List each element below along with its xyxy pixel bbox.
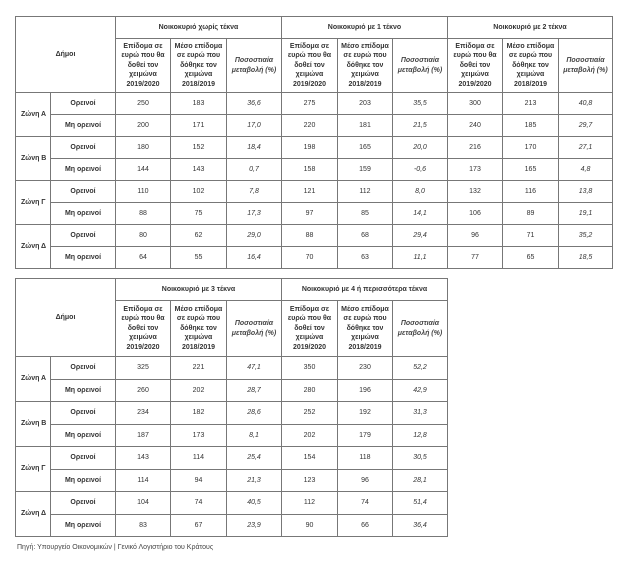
percent-change-cell: 19,1	[559, 203, 613, 225]
percent-change-header: Ποσοστιαία μεταβολή (%)	[559, 39, 613, 93]
zone-label: Ζώνη Β	[16, 137, 51, 181]
municipality-type: Ορεινοί	[51, 492, 116, 515]
percent-change-cell: 20,0	[393, 137, 448, 159]
percent-change-header: Ποσοστιαία μεταβολή (%)	[393, 39, 448, 93]
allowance-cell: 118	[338, 447, 393, 470]
allowance-cell: 165	[338, 137, 393, 159]
allowance-cell: 132	[448, 181, 503, 203]
allowance-cell: 213	[503, 93, 559, 115]
municipality-type: Μη ορεινοί	[51, 115, 116, 137]
household-group-header: Νοικοκυριό με 3 τέκνα	[116, 279, 282, 301]
percent-change-cell: 42,9	[393, 379, 448, 402]
percent-change-cell: 28,1	[393, 469, 448, 492]
allowance-cell: 173	[171, 424, 227, 447]
household-group-header: Νοικοκυριό χωρίς τέκνα	[116, 17, 282, 39]
allowance-cell: 104	[116, 492, 171, 515]
municipality-type: Μη ορεινοί	[51, 247, 116, 269]
allowance-cell: 182	[171, 402, 227, 425]
percent-change-cell: 17,0	[227, 115, 282, 137]
municipality-type: Μη ορεινοί	[51, 514, 116, 537]
municipality-type: Μη ορεινοί	[51, 159, 116, 181]
percent-change-cell: -0,6	[393, 159, 448, 181]
table-row	[16, 379, 448, 402]
percent-change-cell: 21,3	[227, 469, 282, 492]
allowance-cell: 90	[282, 514, 338, 537]
allowance-cell: 75	[171, 203, 227, 225]
percent-change-cell: 29,7	[559, 115, 613, 137]
allowance-cell: 180	[116, 137, 171, 159]
allowance-cell: 114	[116, 469, 171, 492]
allowance-cell: 198	[282, 137, 338, 159]
table-row	[16, 469, 448, 492]
allowance-cell: 196	[338, 379, 393, 402]
percent-change-cell: 14,1	[393, 203, 448, 225]
percent-change-cell: 7,8	[227, 181, 282, 203]
allowance-cell: 181	[338, 115, 393, 137]
allowance-cell: 152	[171, 137, 227, 159]
allowance-2019-2020-header: Επίδομα σε ευρώ που θα δοθεί τον χειμώνα 2019/2020	[116, 39, 171, 93]
allowance-cell: 192	[338, 402, 393, 425]
table-row	[16, 514, 448, 537]
allowance-cell: 62	[171, 225, 227, 247]
allowance-cell: 110	[116, 181, 171, 203]
allowance-cell: 300	[448, 93, 503, 115]
household-group-header: Νοικοκυριό με 4 ή περισσότερα τέκνα	[282, 279, 448, 301]
table-row	[16, 357, 448, 380]
allowance-cell: 200	[116, 115, 171, 137]
zone-label: Ζώνη Α	[16, 357, 51, 402]
percent-change-cell: 40,5	[227, 492, 282, 515]
percent-change-cell: 16,4	[227, 247, 282, 269]
percent-change-cell: 18,5	[559, 247, 613, 269]
allowance-cell: 165	[503, 159, 559, 181]
allowance-cell: 106	[448, 203, 503, 225]
source-note: Πηγή: Υπουργείο Οικονομικών | Γενικό Λογιστήριο του Κράτους	[17, 544, 214, 551]
avg-allowance-2018-2019-header: Μέσο επίδομα σε ευρώ που δόθηκε τον χειμώνα 2018/2019	[171, 39, 227, 93]
allowance-2019-2020-header: Επίδομα σε ευρώ που θα δοθεί τον χειμώνα 2019/2020	[116, 301, 171, 357]
allowance-cell: 63	[338, 247, 393, 269]
zone-label: Ζώνη Δ	[16, 225, 51, 269]
allowance-cell: 88	[282, 225, 338, 247]
percent-change-cell: 13,8	[559, 181, 613, 203]
municipality-type: Ορεινοί	[51, 181, 116, 203]
municipality-type: Ορεινοί	[51, 137, 116, 159]
allowance-cell: 350	[282, 357, 338, 380]
percent-change-cell: 31,3	[393, 402, 448, 425]
percent-change-cell: 23,9	[227, 514, 282, 537]
allowance-cell: 144	[116, 159, 171, 181]
percent-change-header: Ποσοστιαία μεταβολή (%)	[227, 301, 282, 357]
allowance-cell: 68	[338, 225, 393, 247]
percent-change-cell: 0,7	[227, 159, 282, 181]
municipality-type: Ορεινοί	[51, 225, 116, 247]
corner-header-dimoi: Δήμοι	[16, 279, 116, 357]
avg-allowance-2018-2019-header: Μέσο επίδομα σε ευρώ που δόθηκε τον χειμώνα 2018/2019	[171, 301, 227, 357]
allowance-cell: 71	[503, 225, 559, 247]
allowance-cell: 80	[116, 225, 171, 247]
allowance-cell: 116	[503, 181, 559, 203]
allowance-cell: 97	[282, 203, 338, 225]
allowance-cell: 65	[503, 247, 559, 269]
allowance-cell: 66	[338, 514, 393, 537]
municipality-type: Ορεινοί	[51, 402, 116, 425]
allowance-cell: 202	[282, 424, 338, 447]
allowance-cell: 325	[116, 357, 171, 380]
heating-allowance-table-1	[15, 16, 613, 269]
allowance-cell: 220	[282, 115, 338, 137]
table-row	[16, 137, 613, 159]
allowance-cell: 123	[282, 469, 338, 492]
allowance-cell: 171	[171, 115, 227, 137]
percent-change-cell: 35,5	[393, 93, 448, 115]
allowance-cell: 280	[282, 379, 338, 402]
allowance-cell: 55	[171, 247, 227, 269]
percent-change-cell: 28,7	[227, 379, 282, 402]
municipality-type: Μη ορεινοί	[51, 424, 116, 447]
percent-change-cell: 12,8	[393, 424, 448, 447]
percent-change-cell: 36,6	[227, 93, 282, 115]
allowance-cell: 252	[282, 402, 338, 425]
allowance-cell: 94	[171, 469, 227, 492]
percent-change-cell: 25,4	[227, 447, 282, 470]
allowance-cell: 183	[171, 93, 227, 115]
allowance-cell: 185	[503, 115, 559, 137]
allowance-cell: 275	[282, 93, 338, 115]
percent-change-cell: 36,4	[393, 514, 448, 537]
percent-change-cell: 28,6	[227, 402, 282, 425]
table-row	[16, 402, 448, 425]
table-row	[16, 492, 448, 515]
allowance-cell: 179	[338, 424, 393, 447]
percent-change-cell: 40,8	[559, 93, 613, 115]
allowance-cell: 102	[171, 181, 227, 203]
heating-allowance-table-2	[15, 278, 448, 537]
allowance-cell: 143	[171, 159, 227, 181]
percent-change-cell: 4,8	[559, 159, 613, 181]
allowance-cell: 159	[338, 159, 393, 181]
percent-change-cell: 52,2	[393, 357, 448, 380]
avg-allowance-2018-2019-header: Μέσο επίδομα σε ευρώ που δόθηκε τον χειμώνα 2018/2019	[338, 301, 393, 357]
allowance-cell: 240	[448, 115, 503, 137]
allowance-cell: 158	[282, 159, 338, 181]
percent-change-cell: 29,4	[393, 225, 448, 247]
percent-change-header: Ποσοστιαία μεταβολή (%)	[393, 301, 448, 357]
percent-change-header: Ποσοστιαία μεταβολή (%)	[227, 39, 282, 93]
allowance-cell: 173	[448, 159, 503, 181]
table-row	[16, 225, 613, 247]
allowance-cell: 83	[116, 514, 171, 537]
allowance-cell: 154	[282, 447, 338, 470]
percent-change-cell: 29,0	[227, 225, 282, 247]
percent-change-cell: 8,1	[227, 424, 282, 447]
allowance-cell: 67	[171, 514, 227, 537]
allowance-2019-2020-header: Επίδομα σε ευρώ που θα δοθεί τον χειμώνα 2019/2020	[448, 39, 503, 93]
municipality-type: Μη ορεινοί	[51, 379, 116, 402]
table-row	[16, 181, 613, 203]
percent-change-cell: 51,4	[393, 492, 448, 515]
zone-label: Ζώνη Γ	[16, 181, 51, 225]
allowance-cell: 96	[338, 469, 393, 492]
table-row	[16, 115, 613, 137]
zone-label: Ζώνη Β	[16, 402, 51, 447]
municipality-type: Ορεινοί	[51, 93, 116, 115]
avg-allowance-2018-2019-header: Μέσο επίδομα σε ευρώ που δόθηκε τον χειμώνα 2018/2019	[503, 39, 559, 93]
allowance-2019-2020-header: Επίδομα σε ευρώ που θα δοθεί τον χειμώνα 2019/2020	[282, 39, 338, 93]
table-row	[16, 247, 613, 269]
table-row	[16, 93, 613, 115]
allowance-cell: 221	[171, 357, 227, 380]
allowance-cell: 85	[338, 203, 393, 225]
allowance-cell: 70	[282, 247, 338, 269]
percent-change-cell: 18,4	[227, 137, 282, 159]
group-header-row	[16, 279, 448, 301]
allowance-cell: 96	[448, 225, 503, 247]
allowance-cell: 112	[338, 181, 393, 203]
percent-change-cell: 8,0	[393, 181, 448, 203]
percent-change-cell: 17,3	[227, 203, 282, 225]
municipality-type: Ορεινοί	[51, 357, 116, 380]
allowance-cell: 112	[282, 492, 338, 515]
allowance-cell: 88	[116, 203, 171, 225]
allowance-2019-2020-header: Επίδομα σε ευρώ που θα δοθεί τον χειμώνα 2019/2020	[282, 301, 338, 357]
table-row	[16, 159, 613, 181]
allowance-cell: 114	[171, 447, 227, 470]
zone-label: Ζώνη Α	[16, 93, 51, 137]
allowance-cell: 89	[503, 203, 559, 225]
percent-change-cell: 30,5	[393, 447, 448, 470]
allowance-cell: 230	[338, 357, 393, 380]
group-header-row	[16, 17, 613, 39]
allowance-cell: 74	[171, 492, 227, 515]
table-row	[16, 424, 448, 447]
percent-change-cell: 47,1	[227, 357, 282, 380]
percent-change-cell: 21,5	[393, 115, 448, 137]
municipality-type: Ορεινοί	[51, 447, 116, 470]
zone-label: Ζώνη Γ	[16, 447, 51, 492]
municipality-type: Μη ορεινοί	[51, 203, 116, 225]
allowance-cell: 170	[503, 137, 559, 159]
allowance-cell: 234	[116, 402, 171, 425]
municipality-type: Μη ορεινοί	[51, 469, 116, 492]
allowance-cell: 260	[116, 379, 171, 402]
allowance-cell: 250	[116, 93, 171, 115]
avg-allowance-2018-2019-header: Μέσο επίδομα σε ευρώ που δόθηκε τον χειμώνα 2018/2019	[338, 39, 393, 93]
table-row	[16, 203, 613, 225]
allowance-cell: 77	[448, 247, 503, 269]
percent-change-cell: 11,1	[393, 247, 448, 269]
zone-label: Ζώνη Δ	[16, 492, 51, 537]
allowance-cell: 216	[448, 137, 503, 159]
allowance-cell: 64	[116, 247, 171, 269]
allowance-cell: 202	[171, 379, 227, 402]
table-row	[16, 447, 448, 470]
percent-change-cell: 35,2	[559, 225, 613, 247]
allowance-cell: 121	[282, 181, 338, 203]
household-group-header: Νοικοκυριό με 1 τέκνο	[282, 17, 448, 39]
allowance-cell: 74	[338, 492, 393, 515]
corner-header-dimoi: Δήμοι	[16, 17, 116, 93]
allowance-cell: 203	[338, 93, 393, 115]
allowance-cell: 143	[116, 447, 171, 470]
percent-change-cell: 27,1	[559, 137, 613, 159]
allowance-cell: 187	[116, 424, 171, 447]
household-group-header: Νοικοκυριό με 2 τέκνα	[448, 17, 613, 39]
